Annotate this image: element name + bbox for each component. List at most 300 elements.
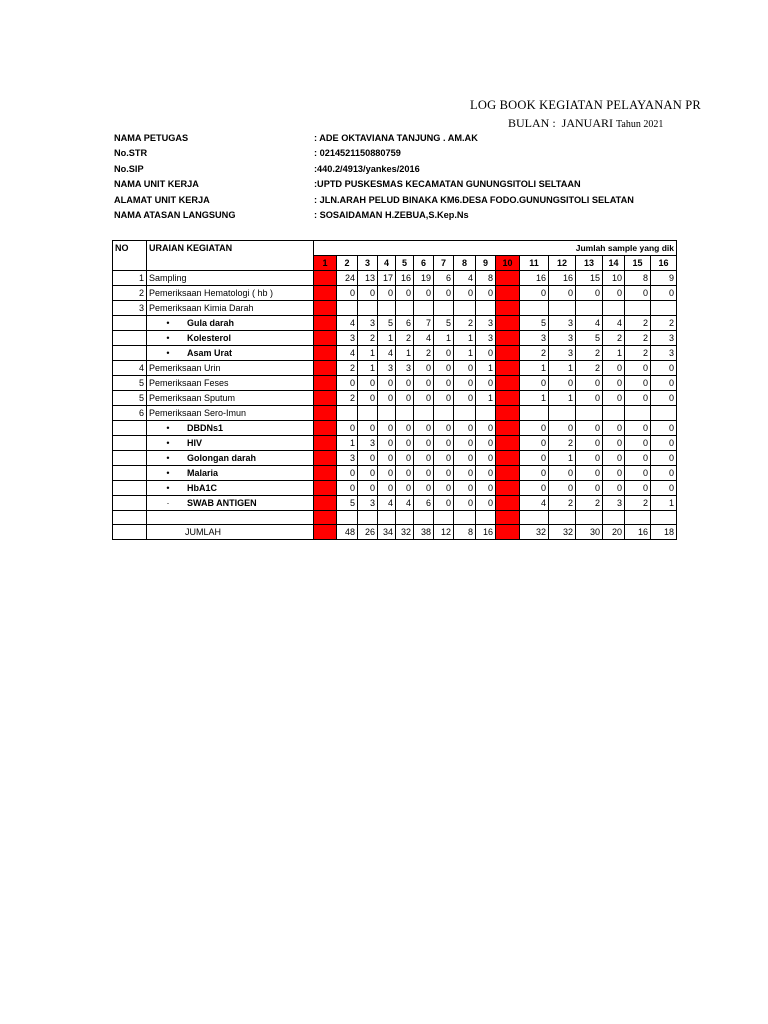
info-value: :UPTD PUSKESMAS KECAMATAN GUNUNGSITOLI SELTAAN bbox=[314, 179, 581, 189]
value-cell-day-4: 0 bbox=[378, 481, 396, 496]
value-cell-day-15: 2 bbox=[625, 346, 651, 361]
value-cell-day-3: 26 bbox=[358, 525, 378, 540]
value-cell-day-5: 0 bbox=[396, 391, 414, 406]
value-cell-day-3: 0 bbox=[358, 376, 378, 391]
bullet-icon: • bbox=[166, 453, 170, 463]
table-row bbox=[113, 511, 677, 525]
value-cell-day-1 bbox=[314, 511, 337, 525]
value-cell-day-3: 13 bbox=[358, 271, 378, 286]
row-number: 2 bbox=[113, 286, 147, 301]
value-cell-day-1 bbox=[314, 481, 337, 496]
info-value: :440.2/4913/yankes/2016 bbox=[314, 164, 420, 174]
value-cell-day-8: 1 bbox=[454, 346, 476, 361]
value-cell-day-9 bbox=[476, 301, 496, 316]
value-cell-day-10 bbox=[496, 301, 520, 316]
value-cell-day-8: 4 bbox=[454, 271, 476, 286]
value-cell-day-9: 0 bbox=[476, 346, 496, 361]
info-value: : 0214521150880759 bbox=[314, 148, 401, 158]
value-cell-day-14: 20 bbox=[603, 525, 625, 540]
value-cell-day-11: 0 bbox=[520, 376, 549, 391]
value-cell-day-1 bbox=[314, 436, 337, 451]
value-cell-day-7 bbox=[434, 511, 454, 525]
value-cell-day-4: 17 bbox=[378, 271, 396, 286]
value-cell-day-12: 0 bbox=[549, 481, 576, 496]
row-number bbox=[113, 421, 147, 436]
value-cell-day-7: 0 bbox=[434, 436, 454, 451]
value-cell-day-14: 0 bbox=[603, 361, 625, 376]
value-cell-day-6 bbox=[414, 406, 434, 421]
value-cell-day-8 bbox=[454, 511, 476, 525]
info-value: : SOSAIDAMAN H.ZEBUA,S.Kep.Ns bbox=[314, 210, 469, 220]
value-cell-day-16: 0 bbox=[651, 391, 677, 406]
tahun-label: Tahun 2021 bbox=[616, 119, 664, 130]
value-cell-day-13 bbox=[576, 301, 603, 316]
row-number bbox=[113, 346, 147, 361]
value-cell-day-10 bbox=[496, 271, 520, 286]
value-cell-day-7: 0 bbox=[434, 346, 454, 361]
value-cell-day-16: 0 bbox=[651, 451, 677, 466]
value-cell-day-3: 3 bbox=[358, 496, 378, 511]
value-cell-day-9: 8 bbox=[476, 271, 496, 286]
value-cell-day-15 bbox=[625, 301, 651, 316]
value-cell-day-4: 0 bbox=[378, 451, 396, 466]
bullet-icon: • bbox=[166, 468, 170, 478]
value-cell-day-16: 0 bbox=[651, 436, 677, 451]
row-label-cell bbox=[147, 376, 314, 391]
value-cell-day-1 bbox=[314, 271, 337, 286]
value-cell-day-11: 1 bbox=[520, 361, 549, 376]
value-cell-day-7: 0 bbox=[434, 496, 454, 511]
value-cell-day-4: 0 bbox=[378, 436, 396, 451]
value-cell-day-2 bbox=[337, 301, 358, 316]
value-cell-day-10 bbox=[496, 376, 520, 391]
value-cell-day-15: 2 bbox=[625, 316, 651, 331]
day-header-10: 10 bbox=[496, 256, 520, 271]
day-header-16: 16 bbox=[651, 256, 677, 271]
value-cell-day-12: 0 bbox=[549, 466, 576, 481]
value-cell-day-8: 0 bbox=[454, 481, 476, 496]
row-number: 5 bbox=[113, 391, 147, 406]
value-cell-day-5: 32 bbox=[396, 525, 414, 540]
period-line bbox=[508, 116, 663, 131]
value-cell-day-4: 3 bbox=[378, 361, 396, 376]
bullet-icon: • bbox=[166, 348, 170, 358]
value-cell-day-10 bbox=[496, 421, 520, 436]
value-cell-day-10 bbox=[496, 525, 520, 540]
table-row bbox=[113, 331, 677, 346]
value-cell-day-4: 0 bbox=[378, 376, 396, 391]
value-cell-day-3: 0 bbox=[358, 286, 378, 301]
value-cell-day-2: 5 bbox=[337, 496, 358, 511]
value-cell-day-13: 0 bbox=[576, 376, 603, 391]
value-cell-day-16: 0 bbox=[651, 466, 677, 481]
row-label-cell bbox=[147, 286, 314, 301]
value-cell-day-1 bbox=[314, 451, 337, 466]
value-cell-day-12: 0 bbox=[549, 286, 576, 301]
row-number bbox=[113, 496, 147, 511]
row-label: Gula darah bbox=[187, 318, 235, 328]
value-cell-day-1 bbox=[314, 406, 337, 421]
log-table-wrapper bbox=[112, 240, 688, 552]
row-label: Pemeriksaan Sputum bbox=[149, 393, 236, 403]
row-number: 4 bbox=[113, 361, 147, 376]
value-cell-day-13: 2 bbox=[576, 496, 603, 511]
value-cell-day-8: 0 bbox=[454, 451, 476, 466]
table-row bbox=[113, 406, 677, 421]
value-cell-day-1 bbox=[314, 331, 337, 346]
row-label-cell bbox=[147, 421, 314, 436]
value-cell-day-11: 1 bbox=[520, 391, 549, 406]
value-cell-day-8: 2 bbox=[454, 316, 476, 331]
value-cell-day-13: 0 bbox=[576, 451, 603, 466]
total-label: JUMLAH bbox=[185, 527, 222, 537]
day-header-5: 5 bbox=[396, 256, 414, 271]
value-cell-day-6: 38 bbox=[414, 525, 434, 540]
value-cell-day-12: 2 bbox=[549, 496, 576, 511]
row-label: Pemeriksaan Sero-Imun bbox=[149, 408, 247, 418]
value-cell-day-4 bbox=[378, 406, 396, 421]
value-cell-day-1 bbox=[314, 466, 337, 481]
value-cell-day-13: 4 bbox=[576, 316, 603, 331]
value-cell-day-13: 0 bbox=[576, 436, 603, 451]
col-uraian-header: URAIAN KEGIATAN bbox=[147, 241, 314, 256]
value-cell-day-2 bbox=[337, 511, 358, 525]
row-label-cell bbox=[147, 391, 314, 406]
table-row bbox=[113, 361, 677, 376]
value-cell-day-10 bbox=[496, 286, 520, 301]
row-label: Kolesterol bbox=[187, 333, 232, 343]
value-cell-day-13: 0 bbox=[576, 391, 603, 406]
bullet-icon: • bbox=[166, 318, 170, 328]
row-label-cell bbox=[147, 451, 314, 466]
value-cell-day-4: 0 bbox=[378, 391, 396, 406]
bullet-icon: • bbox=[166, 423, 170, 433]
row-number bbox=[113, 511, 147, 525]
value-cell-day-7 bbox=[434, 301, 454, 316]
value-cell-day-16: 18 bbox=[651, 525, 677, 540]
value-cell-day-5: 0 bbox=[396, 421, 414, 436]
value-cell-day-6: 0 bbox=[414, 376, 434, 391]
value-cell-day-14: 0 bbox=[603, 451, 625, 466]
value-cell-day-7 bbox=[434, 406, 454, 421]
value-cell-day-13: 2 bbox=[576, 361, 603, 376]
value-cell-day-11: 0 bbox=[520, 451, 549, 466]
value-cell-day-8: 0 bbox=[454, 361, 476, 376]
bulan-label: BULAN : bbox=[508, 116, 556, 130]
value-cell-day-12: 32 bbox=[549, 525, 576, 540]
value-cell-day-7: 0 bbox=[434, 361, 454, 376]
value-cell-day-15: 2 bbox=[625, 496, 651, 511]
row-number: 3 bbox=[113, 301, 147, 316]
day-header-4: 4 bbox=[378, 256, 396, 271]
value-cell-day-11 bbox=[520, 406, 549, 421]
value-cell-day-3: 0 bbox=[358, 391, 378, 406]
table-row bbox=[113, 376, 677, 391]
row-label: Pemeriksaan Urin bbox=[149, 363, 221, 373]
value-cell-day-11: 2 bbox=[520, 346, 549, 361]
value-cell-day-16: 3 bbox=[651, 331, 677, 346]
value-cell-day-4: 34 bbox=[378, 525, 396, 540]
value-cell-day-11 bbox=[520, 301, 549, 316]
value-cell-day-7: 0 bbox=[434, 421, 454, 436]
day-header-13: 13 bbox=[576, 256, 603, 271]
value-cell-day-1 bbox=[314, 496, 337, 511]
info-label: No.SIP bbox=[114, 164, 144, 174]
value-cell-day-7: 0 bbox=[434, 391, 454, 406]
value-cell-day-3: 1 bbox=[358, 361, 378, 376]
value-cell-day-3: 3 bbox=[358, 316, 378, 331]
value-cell-day-9: 0 bbox=[476, 451, 496, 466]
value-cell-day-2: 0 bbox=[337, 466, 358, 481]
value-cell-day-11 bbox=[520, 511, 549, 525]
bullet-icon: · bbox=[166, 498, 170, 508]
value-cell-day-11: 0 bbox=[520, 436, 549, 451]
value-cell-day-10 bbox=[496, 466, 520, 481]
row-label-cell bbox=[147, 436, 314, 451]
value-cell-day-15: 0 bbox=[625, 436, 651, 451]
value-cell-day-15: 8 bbox=[625, 271, 651, 286]
value-cell-day-4: 5 bbox=[378, 316, 396, 331]
value-cell-day-2: 0 bbox=[337, 481, 358, 496]
value-cell-day-7: 0 bbox=[434, 286, 454, 301]
value-cell-day-14: 10 bbox=[603, 271, 625, 286]
value-cell-day-12: 1 bbox=[549, 391, 576, 406]
info-label: NAMA UNIT KERJA bbox=[114, 179, 199, 189]
value-cell-day-14: 0 bbox=[603, 391, 625, 406]
value-cell-day-8: 0 bbox=[454, 436, 476, 451]
value-cell-day-3: 1 bbox=[358, 346, 378, 361]
value-cell-day-16 bbox=[651, 406, 677, 421]
value-cell-day-3: 0 bbox=[358, 466, 378, 481]
value-cell-day-9: 1 bbox=[476, 361, 496, 376]
value-cell-day-2: 4 bbox=[337, 346, 358, 361]
row-number bbox=[113, 451, 147, 466]
row-label-cell bbox=[147, 346, 314, 361]
value-cell-day-5: 0 bbox=[396, 466, 414, 481]
value-cell-day-6: 0 bbox=[414, 361, 434, 376]
value-cell-day-6 bbox=[414, 511, 434, 525]
col-uraian-header-cont bbox=[147, 256, 314, 271]
value-cell-day-9: 0 bbox=[476, 421, 496, 436]
day-header-1: 1 bbox=[314, 256, 337, 271]
value-cell-day-13: 0 bbox=[576, 481, 603, 496]
value-cell-day-9 bbox=[476, 406, 496, 421]
value-cell-day-10 bbox=[496, 496, 520, 511]
header-row-days bbox=[113, 256, 677, 271]
value-cell-day-7: 0 bbox=[434, 466, 454, 481]
value-cell-day-5: 0 bbox=[396, 376, 414, 391]
bullet-icon: • bbox=[166, 438, 170, 448]
row-label-cell bbox=[147, 466, 314, 481]
value-cell-day-6: 0 bbox=[414, 481, 434, 496]
day-header-11: 11 bbox=[520, 256, 549, 271]
value-cell-day-16 bbox=[651, 301, 677, 316]
value-cell-day-5: 4 bbox=[396, 496, 414, 511]
value-cell-day-5: 2 bbox=[396, 331, 414, 346]
value-cell-day-16: 0 bbox=[651, 361, 677, 376]
value-cell-day-2: 3 bbox=[337, 331, 358, 346]
value-cell-day-7: 0 bbox=[434, 481, 454, 496]
row-number bbox=[113, 436, 147, 451]
value-cell-day-13: 30 bbox=[576, 525, 603, 540]
value-cell-day-6: 4 bbox=[414, 331, 434, 346]
value-cell-day-6: 0 bbox=[414, 391, 434, 406]
value-cell-day-4: 0 bbox=[378, 466, 396, 481]
row-number bbox=[113, 481, 147, 496]
value-cell-day-16: 0 bbox=[651, 421, 677, 436]
value-cell-day-5: 16 bbox=[396, 271, 414, 286]
value-cell-day-10 bbox=[496, 331, 520, 346]
table-row bbox=[113, 286, 677, 301]
row-label-cell bbox=[147, 481, 314, 496]
value-cell-day-14: 2 bbox=[603, 331, 625, 346]
value-cell-day-5 bbox=[396, 301, 414, 316]
value-cell-day-7: 0 bbox=[434, 451, 454, 466]
value-cell-day-2: 24 bbox=[337, 271, 358, 286]
value-cell-day-11: 32 bbox=[520, 525, 549, 540]
day-header-6: 6 bbox=[414, 256, 434, 271]
value-cell-day-4: 1 bbox=[378, 331, 396, 346]
value-cell-day-4 bbox=[378, 511, 396, 525]
value-cell-day-1 bbox=[314, 316, 337, 331]
day-header-3: 3 bbox=[358, 256, 378, 271]
page-title: LOG BOOK KEGIATAN PELAYANAN PR bbox=[470, 98, 701, 112]
value-cell-day-15: 16 bbox=[625, 525, 651, 540]
value-cell-day-8: 0 bbox=[454, 496, 476, 511]
value-cell-day-15: 0 bbox=[625, 481, 651, 496]
day-header-15: 15 bbox=[625, 256, 651, 271]
bullet-icon: • bbox=[166, 333, 170, 343]
log-table bbox=[112, 240, 677, 540]
value-cell-day-5: 0 bbox=[396, 451, 414, 466]
row-label: Pemeriksaan Feses bbox=[149, 378, 229, 388]
table-row bbox=[113, 436, 677, 451]
value-cell-day-7: 0 bbox=[434, 376, 454, 391]
value-cell-day-15: 0 bbox=[625, 421, 651, 436]
value-cell-day-6: 0 bbox=[414, 421, 434, 436]
row-label: Pemeriksaan Kimia Darah bbox=[149, 303, 254, 313]
value-cell-day-12: 3 bbox=[549, 346, 576, 361]
value-cell-day-8: 1 bbox=[454, 331, 476, 346]
value-cell-day-10 bbox=[496, 451, 520, 466]
value-cell-day-9: 0 bbox=[476, 481, 496, 496]
row-number bbox=[113, 331, 147, 346]
info-label: No.STR bbox=[114, 148, 148, 158]
value-cell-day-4: 0 bbox=[378, 286, 396, 301]
row-label-cell bbox=[147, 331, 314, 346]
value-cell-day-8: 0 bbox=[454, 376, 476, 391]
value-cell-day-14: 3 bbox=[603, 496, 625, 511]
value-cell-day-14: 0 bbox=[603, 421, 625, 436]
row-label-cell bbox=[147, 496, 314, 511]
value-cell-day-12: 0 bbox=[549, 421, 576, 436]
value-cell-day-16 bbox=[651, 511, 677, 525]
value-cell-day-13: 2 bbox=[576, 346, 603, 361]
value-cell-day-4: 4 bbox=[378, 346, 396, 361]
value-cell-day-11: 0 bbox=[520, 481, 549, 496]
value-cell-day-12: 1 bbox=[549, 361, 576, 376]
day-header-2: 2 bbox=[337, 256, 358, 271]
value-cell-day-8: 0 bbox=[454, 391, 476, 406]
value-cell-day-3 bbox=[358, 406, 378, 421]
value-cell-day-9: 1 bbox=[476, 391, 496, 406]
value-cell-day-2 bbox=[337, 406, 358, 421]
value-cell-day-8 bbox=[454, 406, 476, 421]
table-row bbox=[113, 346, 677, 361]
value-cell-day-12 bbox=[549, 511, 576, 525]
value-cell-day-3 bbox=[358, 511, 378, 525]
value-cell-day-14: 4 bbox=[603, 316, 625, 331]
value-cell-day-16: 0 bbox=[651, 286, 677, 301]
value-cell-day-8: 8 bbox=[454, 525, 476, 540]
day-header-9: 9 bbox=[476, 256, 496, 271]
log-table-body bbox=[113, 271, 677, 540]
value-cell-day-12: 16 bbox=[549, 271, 576, 286]
value-cell-day-3: 0 bbox=[358, 421, 378, 436]
value-cell-day-14: 0 bbox=[603, 376, 625, 391]
row-label: Asam Urat bbox=[187, 348, 233, 358]
value-cell-day-2: 3 bbox=[337, 451, 358, 466]
row-label-cell bbox=[147, 511, 314, 525]
value-cell-day-16: 0 bbox=[651, 376, 677, 391]
value-cell-day-9: 0 bbox=[476, 436, 496, 451]
row-label-cell bbox=[147, 271, 314, 286]
value-cell-day-9: 16 bbox=[476, 525, 496, 540]
header-row-1 bbox=[113, 241, 677, 256]
value-cell-day-9: 0 bbox=[476, 466, 496, 481]
value-cell-day-10 bbox=[496, 436, 520, 451]
day-header-8: 8 bbox=[454, 256, 476, 271]
value-cell-day-1 bbox=[314, 421, 337, 436]
value-cell-day-10 bbox=[496, 346, 520, 361]
row-number bbox=[113, 525, 147, 540]
day-header-12: 12 bbox=[549, 256, 576, 271]
value-cell-day-6: 19 bbox=[414, 271, 434, 286]
col-jumlah-header: Jumlah sample yang dik bbox=[314, 241, 677, 256]
value-cell-day-5: 3 bbox=[396, 361, 414, 376]
row-label-cell bbox=[147, 301, 314, 316]
value-cell-day-7: 6 bbox=[434, 271, 454, 286]
value-cell-day-6: 6 bbox=[414, 496, 434, 511]
row-number: 5 bbox=[113, 376, 147, 391]
bullet-icon: • bbox=[166, 483, 170, 493]
value-cell-day-15: 0 bbox=[625, 451, 651, 466]
value-cell-day-10 bbox=[496, 391, 520, 406]
row-number: 1 bbox=[113, 271, 147, 286]
value-cell-day-1 bbox=[314, 361, 337, 376]
value-cell-day-14: 1 bbox=[603, 346, 625, 361]
value-cell-day-10 bbox=[496, 316, 520, 331]
value-cell-day-11: 5 bbox=[520, 316, 549, 331]
value-cell-day-11: 16 bbox=[520, 271, 549, 286]
value-cell-day-10 bbox=[496, 406, 520, 421]
value-cell-day-3: 0 bbox=[358, 451, 378, 466]
value-cell-day-6: 0 bbox=[414, 436, 434, 451]
value-cell-day-4: 4 bbox=[378, 496, 396, 511]
value-cell-day-2: 48 bbox=[337, 525, 358, 540]
value-cell-day-6: 0 bbox=[414, 286, 434, 301]
info-label: NAMA ATASAN LANGSUNG bbox=[114, 210, 236, 220]
value-cell-day-5: 6 bbox=[396, 316, 414, 331]
value-cell-day-10 bbox=[496, 511, 520, 525]
value-cell-day-4 bbox=[378, 301, 396, 316]
table-row bbox=[113, 481, 677, 496]
value-cell-day-9: 3 bbox=[476, 316, 496, 331]
value-cell-day-1 bbox=[314, 286, 337, 301]
value-cell-day-8: 0 bbox=[454, 421, 476, 436]
value-cell-day-10 bbox=[496, 481, 520, 496]
row-label: HbA1C bbox=[187, 483, 218, 493]
